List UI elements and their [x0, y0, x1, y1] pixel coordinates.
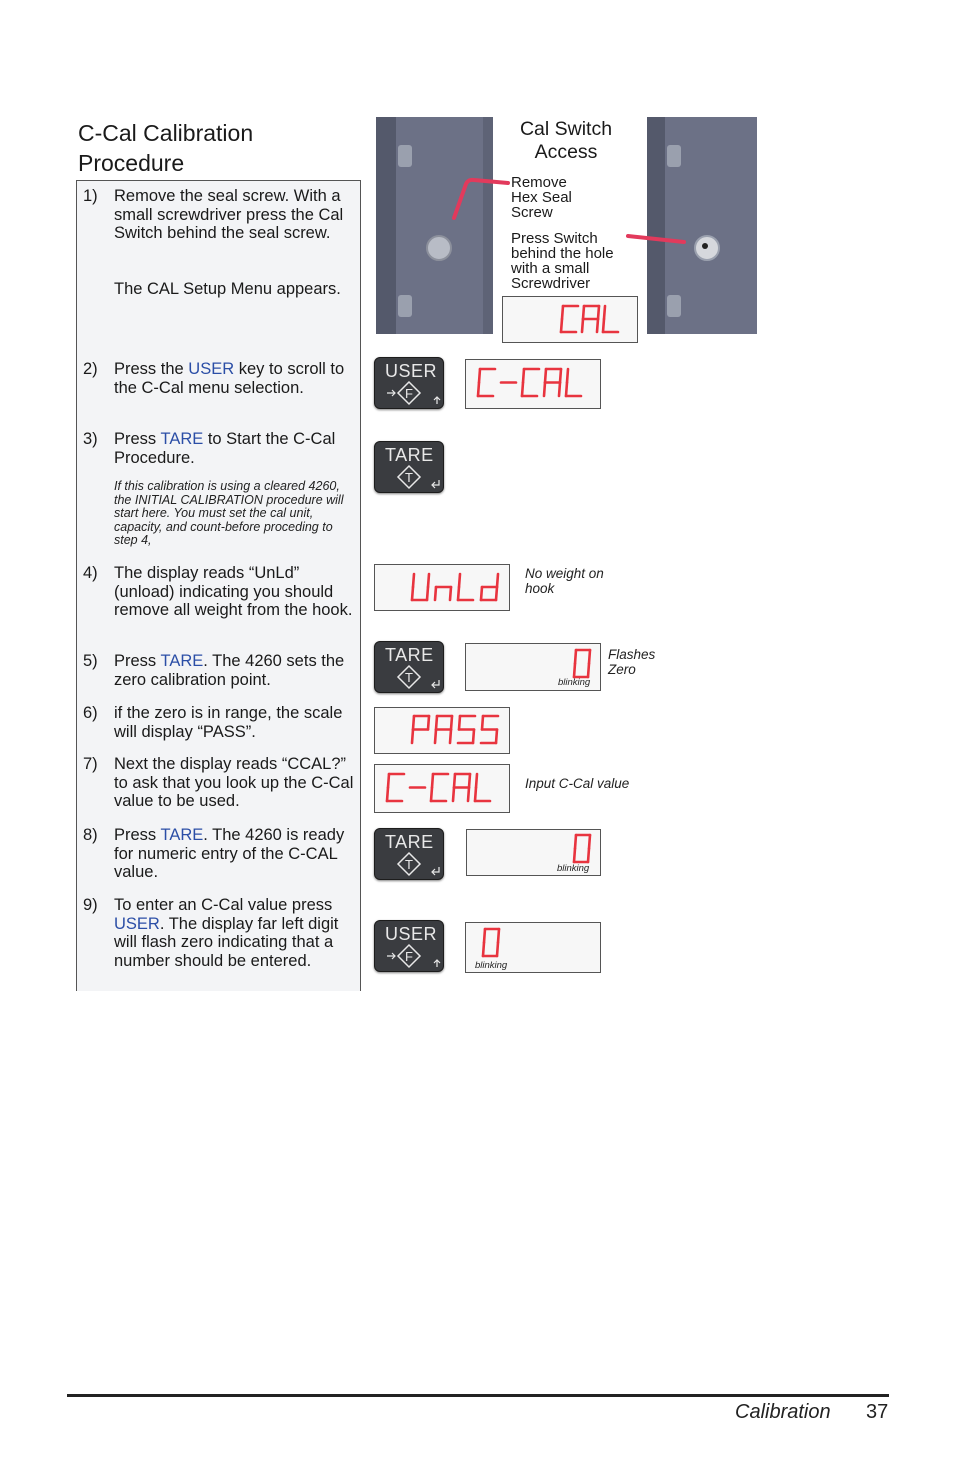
step-number: 2): [83, 360, 98, 378]
lcd-segment: [450, 730, 451, 744]
lcd-display-zero-left: [465, 922, 601, 973]
caption-no-weight: No weight on hook: [525, 566, 604, 596]
svg-text:T: T: [405, 857, 413, 872]
step-number: 6): [83, 704, 98, 722]
tare-key[interactable]: [374, 828, 444, 880]
lcd-segment: [451, 716, 452, 730]
page-number: 37: [866, 1401, 889, 1423]
lcd-segment: [566, 383, 567, 397]
lcd-display-zero: [466, 829, 601, 876]
lcd-segment: [583, 306, 584, 319]
lcd-segment: [496, 730, 497, 744]
step-number: 9): [83, 896, 98, 914]
lcd-segment: [481, 587, 482, 600]
lcd-segment: [431, 788, 432, 802]
caption-input-ccal: Input C-Cal value: [525, 776, 630, 791]
lcd-segment: [436, 716, 437, 730]
pointer-lines: [440, 170, 760, 260]
lcd-segment: [427, 587, 428, 600]
lcd-segment: [450, 587, 451, 600]
lcd-segment: [560, 369, 561, 383]
cal-switch-heading: Cal Switch Access: [519, 118, 613, 163]
lcd-segment: [435, 587, 436, 600]
footer-section: Calibration: [735, 1401, 831, 1423]
lcd-segment: [597, 319, 598, 332]
user-key[interactable]: [374, 357, 444, 409]
lcd-segment: [432, 774, 433, 788]
tare-key-glyph: [375, 642, 443, 692]
lcd-segment: [387, 788, 388, 802]
step-number: 5): [83, 652, 98, 670]
tare-key-label: TARE: [385, 645, 434, 665]
svg-text:T: T: [405, 470, 413, 485]
lcd-segment: [574, 849, 575, 863]
lcd-segment: [468, 788, 469, 802]
lcd-segment: [523, 369, 524, 383]
lcd-segment: [479, 369, 480, 383]
lcd-display-c-cal: [465, 359, 601, 409]
lcd-segment: [575, 835, 576, 849]
blinking-label: blinking: [558, 677, 591, 688]
user-key[interactable]: [374, 920, 444, 972]
lcd-display-unld: [374, 564, 510, 611]
lcd-segment: [412, 730, 413, 744]
lcd-segment: [458, 587, 459, 600]
lcd-segment: [588, 849, 589, 863]
user-key-label: USER: [385, 924, 438, 944]
lcd-display-pass: [374, 707, 510, 754]
user-key-glyph: [375, 358, 443, 408]
step-text: if the zero is in range, the scale will display “PASS”.: [114, 704, 343, 741]
step-text: Next the display reads “CCAL?” to ask that you look up the C-Cal value to be used.: [114, 755, 354, 810]
step-text: To enter an C-Cal value press USER. The display far left digit will flash zero indicating that a number should be entered.: [114, 896, 339, 970]
step-text: Press TARE. The 4260 is ready for numeric entry of the C-CAL value.: [114, 826, 345, 881]
lcd-segment: [413, 716, 414, 730]
step-number: 1): [83, 187, 98, 205]
step-number: 4): [83, 564, 98, 582]
lcd-segment: [412, 587, 413, 600]
lcd-display-zero: [465, 643, 601, 691]
svg-text:T: T: [405, 670, 413, 685]
initial-calibration-note: If this calibration is using a cleared 4260, the INITIAL CALIBRATION procedure will start here. You must set the cal unit, capacity, and count-before proceding to step 4,: [114, 479, 344, 547]
lcd-segment: [469, 774, 470, 788]
lcd-segment: [497, 943, 498, 957]
tare-key-label: TARE: [385, 445, 434, 465]
tare-key-glyph: [375, 442, 443, 492]
lcd-segment: [574, 664, 575, 678]
lcd-segment: [561, 319, 562, 332]
lcd-segment: [435, 730, 436, 744]
lcd-segment: [562, 306, 563, 319]
lcd-display-c-cal-input: [374, 764, 510, 813]
press-switch-label: Press Switch behind the hole with a small Screwdriver: [511, 230, 614, 292]
lcd-segment: [459, 574, 460, 587]
step-number: 7): [83, 755, 98, 773]
lcd-segment: [473, 730, 474, 744]
svg-text:F: F: [405, 386, 413, 401]
step-number: 8): [83, 826, 98, 844]
step-text: Press TARE. The 4260 sets the zero calibration point.: [114, 652, 345, 689]
tare-key-ref: TARE: [160, 430, 204, 448]
lcd-segment: [567, 369, 568, 383]
tare-key[interactable]: [374, 441, 444, 493]
user-key-ref: USER: [188, 360, 235, 378]
lcd-segment: [588, 664, 589, 678]
step-number: 3): [83, 430, 98, 448]
lcd-segment: [604, 306, 605, 319]
lcd-segment: [496, 587, 497, 600]
lcd-segment: [545, 369, 546, 383]
page-title: C-Cal Calibration Procedure: [78, 120, 254, 176]
lcd-display-cal: [502, 296, 638, 343]
lcd-segment: [428, 716, 429, 730]
lcd-segment: [575, 650, 576, 664]
lcd-segment: [544, 383, 545, 397]
step-text: Press TARE to Start the C-Cal Procedure.: [114, 430, 336, 467]
lcd-segment: [454, 774, 455, 788]
lcd-segment: [388, 774, 389, 788]
lcd-segment: [482, 716, 483, 730]
lcd-segment: [478, 383, 479, 397]
lcd-segment: [589, 835, 590, 849]
lcd-segment: [498, 929, 499, 943]
tare-key-label: TARE: [385, 832, 434, 852]
user-key-label: USER: [385, 361, 438, 381]
svg-text:F: F: [405, 949, 413, 964]
lcd-segment: [589, 650, 590, 664]
blinking-label: blinking: [557, 863, 590, 874]
lcd-segment: [603, 319, 604, 332]
footer-rule: [67, 1394, 889, 1397]
tare-key[interactable]: [374, 641, 444, 693]
lcd-segment: [582, 319, 583, 332]
lcd-segment: [559, 383, 560, 397]
instruction-panel: [76, 180, 361, 991]
user-key-glyph: [375, 921, 443, 971]
step-extra-text: The CAL Setup Menu appears.: [114, 280, 341, 298]
step-text: Remove the seal screw. With a small screwdriver press the Cal Switch behind the seal screw.: [114, 187, 344, 242]
lcd-segment: [497, 574, 498, 587]
step-text: The display reads “UnLd” (unload) indicating you should remove all weight from the hook.: [114, 564, 353, 619]
lcd-segment: [476, 774, 477, 788]
lcd-segment: [484, 929, 485, 943]
tare-key-ref: TARE: [160, 826, 204, 844]
lcd-segment: [475, 788, 476, 802]
lcd-segment: [459, 716, 460, 730]
lcd-segment: [428, 574, 429, 587]
caption-flashes-zero: Flashes Zero: [608, 647, 656, 677]
lcd-segment: [453, 788, 454, 802]
tare-key-ref: TARE: [160, 652, 204, 670]
lcd-segment: [413, 574, 414, 587]
lcd-segment: [522, 383, 523, 397]
remove-screw-label: Remove Hex Seal Screw: [511, 174, 572, 221]
user-key-ref: USER: [114, 914, 160, 933]
lcd-segment: [483, 943, 484, 957]
tare-key-glyph: [375, 829, 443, 879]
blinking-label: blinking: [475, 960, 508, 971]
lcd-segment: [598, 306, 599, 319]
step-text: Press the USER key to scroll to the C-Cal menu selection.: [114, 360, 345, 397]
